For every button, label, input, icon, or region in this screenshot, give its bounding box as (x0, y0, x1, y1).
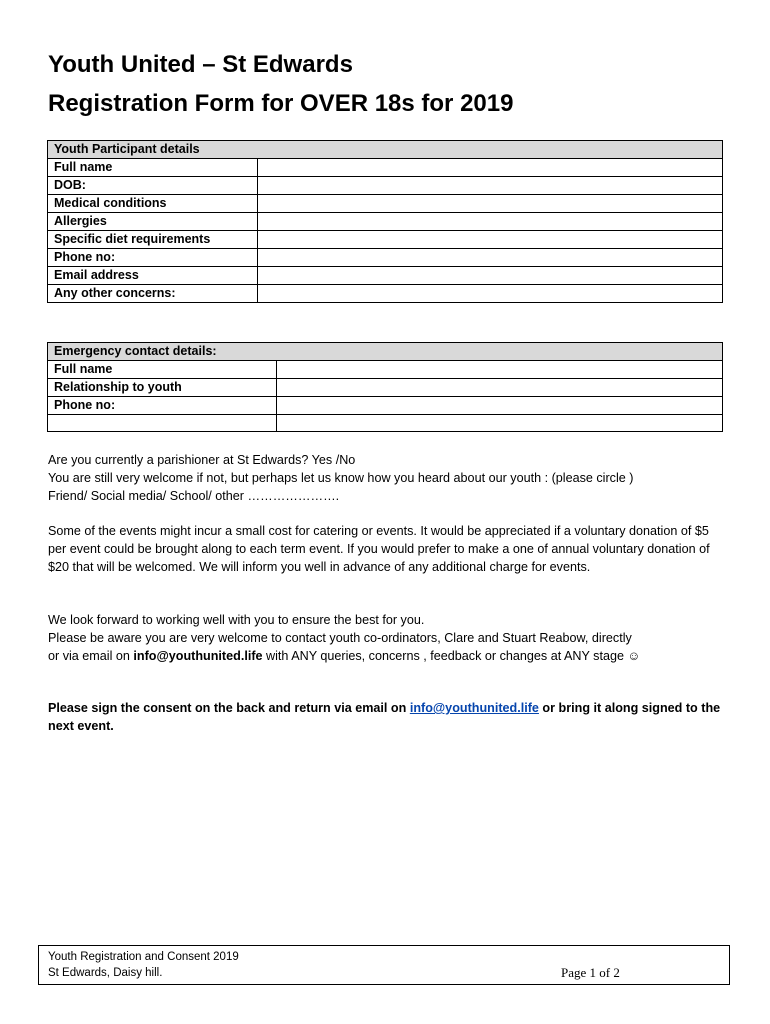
contact-line-1: We look forward to working well with you to ensure the best for you. (48, 613, 425, 627)
participant-header: Youth Participant details (48, 141, 723, 159)
page-footer (38, 945, 730, 985)
donation-paragraph: Some of the events might incur a small cost for catering or events. It would be appreciated if a voluntary donation of $5 per event could be brought along to each term event. If you would prefer to make a one of annual voluntary donation of $20 that will be welcomed. We will inform you well in advance of any additional charge for events. (48, 524, 710, 574)
consent-email-link[interactable]: info@youthunited.life (409, 701, 539, 715)
emergency-label-relationship: Relationship to youth (48, 379, 277, 397)
consent-pre: Please sign the consent on the back and return via email on (48, 701, 410, 715)
page-number: Page 1 of 2 (561, 965, 620, 980)
contact-paragraph (48, 611, 728, 665)
participant-label-medical: Medical conditions (48, 195, 258, 213)
emergency-label-full-name: Full name (48, 361, 277, 379)
consent-instruction (48, 699, 728, 735)
contact-email: info@youthunited.life (133, 649, 263, 663)
participant-input-phone[interactable] (258, 249, 723, 267)
participant-input-medical[interactable] (258, 195, 723, 213)
title-line-2: Registration Form for OVER 18s for 2019 (48, 90, 514, 117)
emergency-input-phone[interactable] (277, 397, 723, 415)
participant-input-diet[interactable] (258, 231, 723, 249)
footer-line-2: St Edwards, Daisy hill. (48, 967, 163, 979)
participant-input-email[interactable] (258, 267, 723, 285)
participant-label-diet: Specific diet requirements (48, 231, 258, 249)
emergency-input-full-name[interactable] (277, 361, 723, 379)
emergency-input-extra[interactable] (277, 415, 723, 432)
participant-label-concerns: Any other concerns: (48, 285, 258, 303)
participant-label-full-name: Full name (48, 159, 258, 177)
participant-label-email: Email address (48, 267, 258, 285)
participant-label-allergies: Allergies (48, 213, 258, 231)
parishioner-line-3: Friend/ Social media/ School/ other …………………. (48, 489, 340, 503)
participant-label-phone: Phone no: (48, 249, 258, 267)
participant-input-dob[interactable] (258, 177, 723, 195)
contact-line-3-pre: or via email on (48, 649, 134, 663)
title-line-1: Youth United – St Edwards (48, 51, 353, 78)
emergency-header: Emergency contact details: (48, 343, 723, 361)
consent-post: or bring it along signed to the next event. (48, 701, 721, 733)
emergency-contact-table (47, 342, 723, 432)
contact-line-3-post: with ANY queries, concerns , feedback or changes at ANY stage ☺ (262, 649, 641, 663)
participant-label-dob: DOB: (48, 177, 258, 195)
contact-line-2: Please be aware you are very welcome to contact youth co-ordinators, Clare and Stuart Reabow, directly (48, 631, 632, 645)
participant-input-allergies[interactable] (258, 213, 723, 231)
participant-input-full-name[interactable] (258, 159, 723, 177)
parishioner-question (48, 451, 728, 505)
footer-line-1: Youth Registration and Consent 2019 (48, 951, 239, 963)
emergency-label-extra[interactable] (48, 415, 277, 432)
emergency-label-phone: Phone no: (48, 397, 277, 415)
participant-details-table (47, 140, 723, 303)
parishioner-line-2: You are still very welcome if not, but perhaps let us know how you heard about our youth : (please circle ) (48, 471, 634, 485)
participant-input-concerns[interactable] (258, 285, 723, 303)
parishioner-line-1: Are you currently a parishioner at St Edwards? Yes /No (48, 453, 356, 467)
emergency-input-relationship[interactable] (277, 379, 723, 397)
